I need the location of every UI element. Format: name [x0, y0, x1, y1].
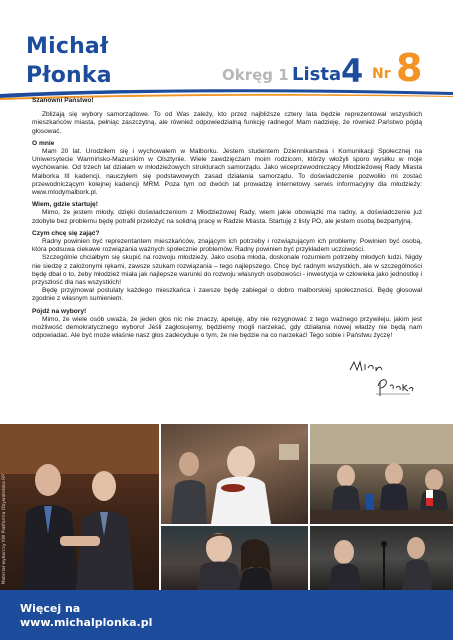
list-label: Lista — [292, 64, 342, 85]
photo-young-couple — [161, 526, 308, 590]
position-number: 8 — [396, 46, 423, 90]
photo-bbq-event — [161, 424, 308, 524]
letter-body — [32, 97, 422, 340]
section-goals-paragraph-3: Będę przyjmował postulaty każdego mieszkańca i zawsze będę zabiegał o dobro malborskiej społeczności. Będę głosował zgodnie z własnym sumieniem. — [32, 287, 422, 303]
photo-candidate-handshake — [0, 424, 159, 590]
candidate-last-name: Płonka — [26, 63, 112, 88]
footer-website-link[interactable]: www.michalplonka.pl — [20, 616, 153, 629]
candidate-first-name: Michał — [26, 34, 109, 59]
district-label: Okręg 1 — [222, 66, 289, 84]
section-about-body: Mam 20 lat. Urodziłem się i wychowałem w Malborku. Jestem studentem Dziennikarstwa i Komunikacji Społecznej na Uniwersytecie Warmińsko-Mazurskim w Olsztynie. Wiele zawdzięczam moim rodzicom, którzy włożyli sporo wysiłku w moje wychowanie. Od trzech lat działam w młodzieżowych strukturach samorządu. Jako wiceprzewodniczący Młodzieżowej Rady Miasta Malborka III kadencji, nauczyłem się podstawowych zasad działania samorządu. To doświadczenie pozwoliło mi zostać przewodniczącym kolejnej kadencji MRM. Poza tym od dwóch lat prowadzę internetowy serwis informacyjny dla młodzieży: www.mlodymalbork.pl. — [32, 148, 422, 197]
letter-greeting: Szanowni Państwo! — [32, 97, 94, 104]
photo-collage — [0, 424, 453, 590]
section-goals-title: Czym chcę się zająć? — [32, 229, 100, 237]
header — [0, 0, 453, 96]
photo-credit: Materiał wyborczy KW Platforma Obywatelska RP — [2, 473, 7, 584]
list-number: 4 — [341, 52, 364, 90]
position-label: Nr — [372, 66, 391, 82]
handwritten-signature — [346, 358, 416, 408]
letter-intro: Zbliżają się wybory samorządowe. To od Was zależy, kto przez najbliższe cztery lata będzie reprezentował wszystkich mieszkańców miasta, pełniąc zaszczytną, ale również odpowiedzialną funkcję radnego! Mam nadzieję, że również Państwo pójdą głosować. — [32, 111, 422, 135]
section-start-title: Wiem, gdzie startuję! — [32, 201, 98, 209]
photo-council-meeting — [310, 424, 453, 524]
section-about-title: O mnie — [32, 139, 55, 147]
section-vote-title: Pójdź na wybory! — [32, 307, 87, 315]
section-start-body: Mimo, że jestem młody, dzięki doświadczeniom z Młodzieżowej Rady, wiem jakie obowiązki ma radny, a doświadczenie już zdobyte bez problemu będę potrafił przełożyć na solidną pracę w Radzie Miasta. Startuję z listy PO, ale jestem osobą bezpartyjną. — [32, 209, 422, 225]
section-vote-body: Mimo, że wiele osób uważa, że jeden głos nic nie znaczy, apeluję, aby nie rezygnować z tego ważnego przywileju, jakim jest możliwość demokratycznego wyboru! Jeśli zagłosujemy, będziemy mogli narzekać, gdy działania nowej władzy nie będą nam odpowiadać. Ale być może właśnie nasz głos zadecyduje o tym, że nie będzie na co narzekać! Tego sobie i Państwu życzę! — [32, 315, 422, 340]
footer-more-label: Więcej na — [20, 602, 81, 615]
section-goals-paragraph-2: Szczególnie chciałbym się skupić na rozwoju młodzieży. Jako osoba młoda, doskonale rozumiem potrzeby młodych ludzi. Nigdy nie siedzę z założonymi rękami, zawsze szukam rozwiązania – tego najlepszego. Chcę być radnym wszystkich, ale w szczególności będę dbał o to, żeby młodzież miała jak najlepsze warunki do rozwoju własnych osobowości - inwestycja w człowieka jako jednostkę i przyszłość dla nas wszystkich! — [32, 254, 422, 287]
section-goals-paragraph-1: Radny powinien być reprezentantem mieszkańców, znającym ich potrzeby i rozwiązującym ich problemy. Powinien być osobą, która podsuwa ciekawe rozwiązania ważnych społecznie problemów. Radny powinien być przykładem uczciwości. — [32, 238, 422, 254]
photo-speaker-at-mic — [310, 526, 453, 590]
footer — [0, 590, 453, 640]
